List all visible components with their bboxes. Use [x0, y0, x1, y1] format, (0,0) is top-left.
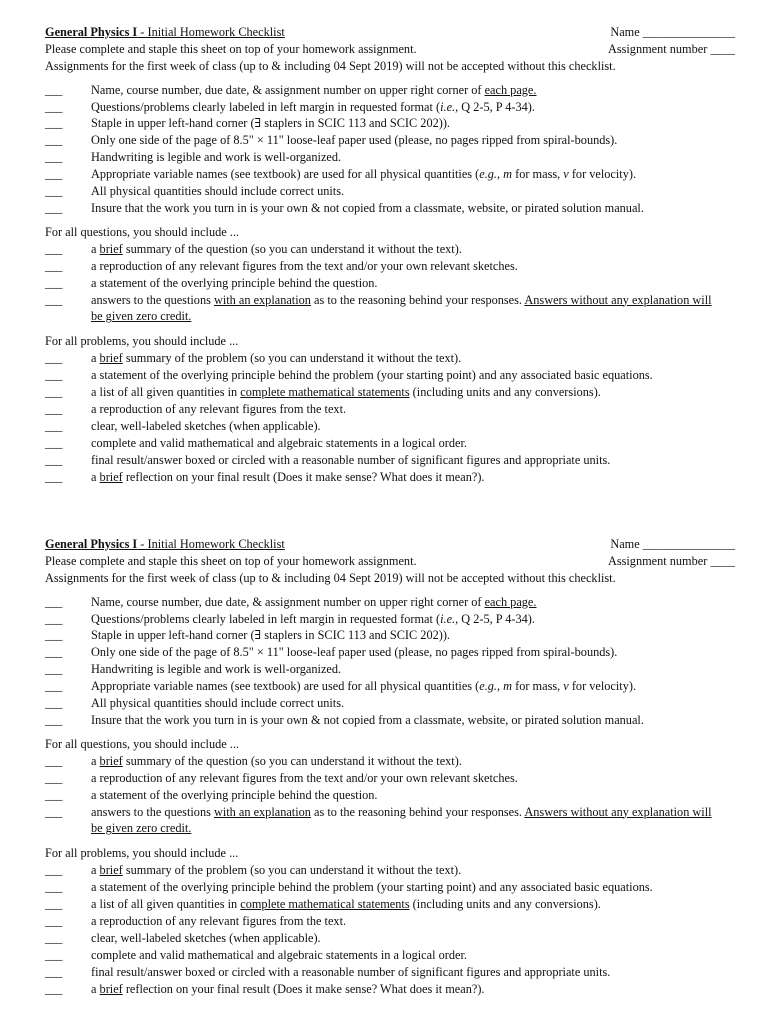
- item-text: Q 2-5, P 4-34).: [458, 611, 535, 626]
- item-text: Handwriting is legible and work is well-organized.: [91, 150, 342, 165]
- checklist-item: [45, 258, 735, 275]
- course-title: General Physics I: [45, 537, 138, 551]
- item-text-underlined: each page.: [484, 594, 537, 609]
- checklist-subtitle: - Initial Homework Checklist: [137, 25, 285, 39]
- item-text: Insure that the work you turn in is your own & not copied from a classmate, website, or pirated solution manual.: [91, 201, 644, 216]
- checkbox-blank[interactable]: ___: [45, 696, 62, 711]
- item-text: a reproduction of any relevant figures from the text and/or your own relevant sketches.: [91, 770, 518, 785]
- checkbox-blank[interactable]: ___: [45, 167, 62, 182]
- item-text: for velocity).: [568, 679, 637, 694]
- section-label-problems: For all problems, you should include ...: [45, 334, 239, 349]
- item-text-italic: e.g.: [479, 679, 498, 694]
- general-checklist: [45, 594, 735, 729]
- item-text: answers to the questions: [91, 804, 214, 819]
- item-text-italic: v: [563, 167, 569, 182]
- checklist-item: [45, 469, 735, 486]
- checklist-item: [45, 384, 735, 401]
- item-text: final result/answer boxed or circled with a reasonable number of significant figures and appropriate units.: [91, 452, 611, 467]
- item-text: summary of the problem (so you can understand it without the text).: [122, 863, 462, 878]
- checkbox-blank[interactable]: ___: [45, 913, 62, 928]
- item-text: summary of the problem (so you can understand it without the text).: [122, 351, 462, 366]
- item-text: a: [91, 469, 100, 484]
- item-text: Only one side of the page of 8.5" × 11" loose-leaf paper used (please, no pages ripped from spiral-bounds).: [91, 645, 618, 660]
- item-text-italic: e.g.: [479, 167, 498, 182]
- item-text: complete and valid mathematical and algebraic statements in a logical order.: [91, 435, 467, 450]
- checklist-item: [45, 435, 735, 452]
- item-text: Questions/problems clearly labeled in left margin in requested format (: [91, 611, 441, 626]
- item-text: a: [91, 981, 100, 996]
- item-text-italic: m: [503, 167, 513, 182]
- checkbox-blank[interactable]: ___: [45, 351, 62, 366]
- item-text: for mass,: [512, 679, 564, 694]
- problems-checklist: [45, 845, 735, 997]
- instruction-text: Please complete and staple this sheet on top of your homework assignment.: [45, 41, 417, 56]
- checkbox-blank[interactable]: ___: [45, 82, 62, 97]
- checkbox-blank[interactable]: ___: [45, 258, 62, 273]
- checklist-item: [45, 661, 735, 678]
- checklist-item: [45, 695, 735, 712]
- checkbox-blank[interactable]: ___: [45, 753, 62, 768]
- item-text: summary of the question (so you can understand it without the text).: [122, 241, 462, 256]
- course-title: General Physics I: [45, 25, 138, 39]
- checklist-title: [45, 25, 285, 39]
- checkbox-blank[interactable]: ___: [45, 241, 62, 256]
- checkbox-blank[interactable]: ___: [45, 385, 62, 400]
- item-text-italic: i.e.,: [440, 99, 459, 114]
- checkbox-blank[interactable]: ___: [45, 947, 62, 962]
- item-text-italic: v: [563, 679, 569, 694]
- checkbox-blank[interactable]: ___: [45, 594, 62, 609]
- item-text: All physical quantities should include correct units.: [91, 184, 345, 199]
- item-text: Name, course number, due date, & assignment number on upper right corner of: [91, 594, 485, 609]
- checkbox-blank[interactable]: ___: [45, 930, 62, 945]
- item-text: a: [91, 351, 100, 366]
- checkbox-blank[interactable]: ___: [45, 275, 62, 290]
- instruction-text: Please complete and staple this sheet on top of your homework assignment.: [45, 553, 417, 568]
- checklist-item: [45, 770, 735, 787]
- checkbox-blank[interactable]: ___: [45, 368, 62, 383]
- item-text: reflection on your final result (Does it make sense? What does it mean?).: [122, 981, 485, 996]
- title-row: [45, 536, 735, 553]
- item-text: clear, well-labeled sketches (when applicable).: [91, 930, 321, 945]
- checklist-item: [45, 964, 735, 981]
- checkbox-blank[interactable]: ___: [45, 679, 62, 694]
- checklist-subtitle: - Initial Homework Checklist: [137, 537, 285, 551]
- checklist-item: [45, 678, 735, 695]
- checkbox-blank[interactable]: ___: [45, 418, 62, 433]
- item-text: a: [91, 241, 100, 256]
- item-text: a statement of the overlying principle behind the question.: [91, 787, 378, 802]
- problems-checklist: [45, 333, 735, 485]
- checklist-item: [45, 644, 735, 661]
- checklist-item: [45, 82, 735, 99]
- checklist-item: [45, 275, 735, 292]
- checklist-header: [45, 536, 735, 587]
- questions-checklist: [45, 224, 735, 325]
- checklist-item: [45, 896, 735, 913]
- checklist-header: [45, 24, 735, 75]
- checkbox-blank[interactable]: ___: [45, 435, 62, 450]
- item-text: Only one side of the page of 8.5" × 11" loose-leaf paper used (please, no pages ripped from spiral-bounds).: [91, 133, 618, 148]
- item-text: as to the reasoning behind your responses.: [310, 804, 525, 819]
- checklist-title: [45, 537, 285, 551]
- checkbox-blank[interactable]: ___: [45, 452, 62, 467]
- item-text: as to the reasoning behind your responses.: [310, 292, 525, 307]
- questions-checklist: [45, 736, 735, 837]
- checkbox-blank[interactable]: ___: [45, 770, 62, 785]
- checkbox-blank[interactable]: ___: [45, 964, 62, 979]
- item-text-underlined: each page.: [484, 82, 537, 97]
- item-text-underlined: with an explanation: [213, 292, 311, 307]
- name-field[interactable]: Name _______________: [610, 537, 735, 551]
- item-text: Insure that the work you turn in is your own & not copied from a classmate, website, or pirated solution manual.: [91, 713, 644, 728]
- section-label-questions: For all questions, you should include ...: [45, 736, 240, 751]
- checklist-sheet: [45, 536, 735, 998]
- checklist-item: [45, 132, 735, 149]
- item-text: Staple in upper left-hand corner (∃ staplers in SCIC 113 and SCIC 202)).: [91, 116, 450, 131]
- checkbox-blank[interactable]: ___: [45, 292, 62, 307]
- item-text: Questions/problems clearly labeled in left margin in requested format (: [91, 99, 441, 114]
- title-row: [45, 24, 735, 41]
- item-text: Handwriting is legible and work is well-organized.: [91, 662, 342, 677]
- checklist-item: [45, 183, 735, 200]
- checkbox-blank[interactable]: ___: [45, 645, 62, 660]
- assignment-number-field[interactable]: Assignment number ____: [607, 553, 735, 568]
- checklist-item: [45, 292, 735, 326]
- deadline-note: Assignments for the first week of class (up to & including 04 Sept 2019) will not be accepted without this checklist.: [45, 58, 616, 73]
- item-text-underlined: brief: [99, 753, 123, 768]
- item-text: ,: [497, 167, 504, 182]
- item-text: summary of the question (so you can understand it without the text).: [122, 753, 462, 768]
- checklist-item: [45, 350, 735, 367]
- section-label-questions: For all questions, you should include ...: [45, 224, 240, 239]
- item-text: a: [91, 753, 100, 768]
- item-text: Q 2-5, P 4-34).: [458, 99, 535, 114]
- checklist-item: [45, 879, 735, 896]
- deadline-note: Assignments for the first week of class (up to & including 04 Sept 2019) will not be accepted without this checklist.: [45, 570, 616, 585]
- item-text: a reproduction of any relevant figures from the text.: [91, 913, 347, 928]
- checklist-item: [45, 200, 735, 217]
- item-text: reflection on your final result (Does it make sense? What does it mean?).: [122, 469, 485, 484]
- item-text-underlined: Answers without any explanation will be given zero credit.: [91, 292, 712, 324]
- instruction-row: [45, 41, 735, 58]
- checkbox-blank[interactable]: ___: [45, 150, 62, 165]
- checklist-item: [45, 981, 735, 998]
- item-text: complete and valid mathematical and algebraic statements in a logical order.: [91, 947, 467, 962]
- item-text: All physical quantities should include correct units.: [91, 696, 345, 711]
- checklist-item: [45, 787, 735, 804]
- name-field[interactable]: Name _______________: [610, 25, 735, 39]
- checklist-sheet: [45, 24, 735, 486]
- item-text-italic: m: [503, 679, 513, 694]
- checklist-item: [45, 418, 735, 435]
- checkbox-blank[interactable]: ___: [45, 201, 62, 216]
- checkbox-blank[interactable]: ___: [45, 713, 62, 728]
- instruction-row: [45, 553, 735, 570]
- checkbox-blank[interactable]: ___: [45, 116, 62, 131]
- checklist-item: [45, 712, 735, 729]
- checkbox-blank[interactable]: ___: [45, 787, 62, 802]
- item-text: ,: [497, 679, 504, 694]
- item-text-underlined: complete mathematical statements: [240, 897, 410, 912]
- item-text: Appropriate variable names (see textbook) are used for all physical quantities (: [91, 679, 480, 694]
- assignment-number-field[interactable]: Assignment number ____: [607, 41, 735, 56]
- checkbox-blank[interactable]: ___: [45, 662, 62, 677]
- checklist-item: [45, 99, 735, 116]
- checkbox-blank[interactable]: ___: [45, 611, 62, 626]
- checklist-item: [45, 594, 735, 611]
- item-text: (including units and any conversions).: [409, 897, 601, 912]
- checkbox-blank[interactable]: ___: [45, 99, 62, 114]
- item-text: Name, course number, due date, & assignment number on upper right corner of: [91, 82, 485, 97]
- item-text: a: [91, 863, 100, 878]
- item-text-underlined: with an explanation: [213, 804, 311, 819]
- item-text-underlined: brief: [99, 469, 123, 484]
- item-text: Staple in upper left-hand corner (∃ staplers in SCIC 113 and SCIC 202)).: [91, 628, 450, 643]
- checklist-item: [45, 930, 735, 947]
- checkbox-blank[interactable]: ___: [45, 981, 62, 996]
- item-text: a statement of the overlying principle behind the problem (your starting point) and any associated basic equations.: [91, 880, 653, 895]
- checklist-item: [45, 611, 735, 628]
- item-text: for velocity).: [568, 167, 637, 182]
- item-text: a list of all given quantities in: [91, 385, 241, 400]
- checklist-item: [45, 753, 735, 770]
- item-text: a statement of the overlying principle behind the problem (your starting point) and any associated basic equations.: [91, 368, 653, 383]
- section-label-problems: For all problems, you should include ...: [45, 846, 239, 861]
- item-text: Appropriate variable names (see textbook) are used for all physical quantities (: [91, 167, 480, 182]
- item-text: clear, well-labeled sketches (when applicable).: [91, 418, 321, 433]
- checkbox-blank[interactable]: ___: [45, 469, 62, 484]
- item-text-underlined: brief: [99, 981, 123, 996]
- checkbox-blank[interactable]: ___: [45, 184, 62, 199]
- checklist-item: [45, 947, 735, 964]
- item-text-underlined: brief: [99, 863, 123, 878]
- item-text: a statement of the overlying principle behind the question.: [91, 275, 378, 290]
- checkbox-blank[interactable]: ___: [45, 628, 62, 643]
- item-text-italic: i.e.,: [440, 611, 459, 626]
- item-text: final result/answer boxed or circled with a reasonable number of significant figures and appropriate units.: [91, 964, 611, 979]
- checkbox-blank[interactable]: ___: [45, 133, 62, 148]
- item-text-underlined: Answers without any explanation will be given zero credit.: [91, 804, 712, 836]
- checklist-item: [45, 452, 735, 469]
- checklist-item: [45, 241, 735, 258]
- item-text: a list of all given quantities in: [91, 897, 241, 912]
- item-text: (including units and any conversions).: [409, 385, 601, 400]
- checklist-item: [45, 862, 735, 879]
- checkbox-blank[interactable]: ___: [45, 804, 62, 819]
- checklist-item: [45, 166, 735, 183]
- checklist-item: [45, 401, 735, 418]
- item-text-underlined: complete mathematical statements: [240, 385, 410, 400]
- item-text-underlined: brief: [99, 351, 123, 366]
- checklist-item: [45, 913, 735, 930]
- checklist-item: [45, 149, 735, 166]
- item-text: a reproduction of any relevant figures from the text and/or your own relevant sketches.: [91, 258, 518, 273]
- item-text: for mass,: [512, 167, 564, 182]
- checkbox-blank[interactable]: ___: [45, 897, 62, 912]
- checklist-item: [45, 115, 735, 132]
- item-text: a reproduction of any relevant figures from the text.: [91, 401, 347, 416]
- checkbox-blank[interactable]: ___: [45, 880, 62, 895]
- checklist-item: [45, 367, 735, 384]
- checklist-item: [45, 804, 735, 838]
- checkbox-blank[interactable]: ___: [45, 863, 62, 878]
- item-text-underlined: brief: [99, 241, 123, 256]
- checkbox-blank[interactable]: ___: [45, 401, 62, 416]
- checklist-item: [45, 627, 735, 644]
- general-checklist: [45, 82, 735, 217]
- item-text: answers to the questions: [91, 292, 214, 307]
